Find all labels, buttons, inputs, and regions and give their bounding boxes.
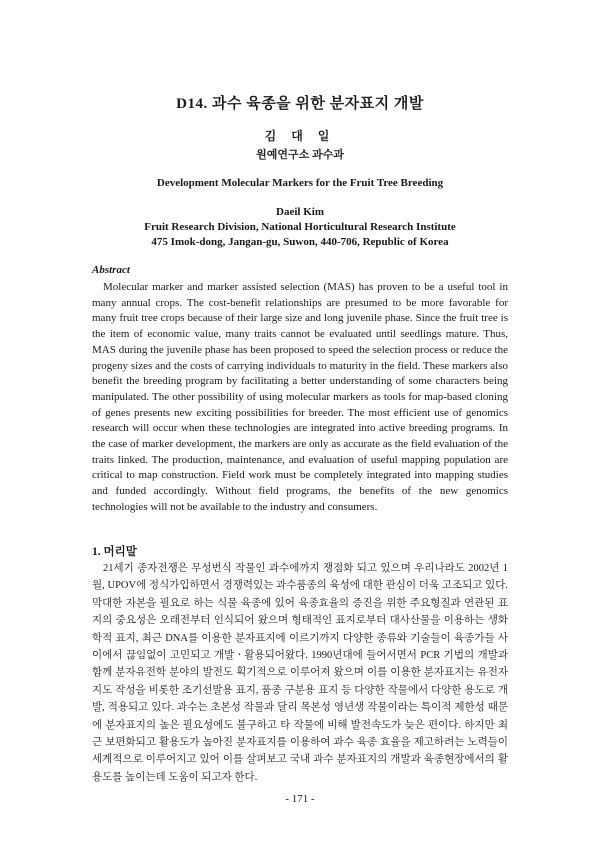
author-name-english: Daeil Kim — [276, 206, 324, 218]
affiliation-english-line1: Fruit Research Division, National Horticultural Research Institute — [144, 221, 456, 233]
author-name-korean: 김 대 일 — [264, 129, 336, 143]
paper-title-english: Development Molecular Markers for the Fruit Tree Breeding — [156, 177, 444, 189]
abstract-heading: Abstract — [92, 264, 130, 276]
affiliation-english-line2: 475 Imok-dong, Jangan-gu, Suwon, 440-706, Republic of Korea — [151, 236, 449, 248]
section-heading-introduction: 1. 머리말 — [92, 546, 137, 558]
page-number: - 171 - — [285, 793, 315, 805]
abstract-body: Molecular marker and marker assisted selection (MAS) has proven to be a useful tool in many annual crops. The cost-benefit relationships are presumed to be more favorable for many fruit tree crops because of their large size and long juvenile phase. Since the fruit tree is the item of economic value, many traits cannot be evaluated until seedlings mature. Thus, MAS during the juvenile phase has been proposed to speed the selection process or reduce the progeny sizes and the costs of carrying individuals to maturity in the field. These markers also benefit the breeding program by facilitating a better understanding of some characters being manipulated. The other possibility of using molecular markers as tools for map-based cloning of genes presents new exciting possibilities for breeder. The most efficient use of genomics research will occur when these technologies are integrated into active breeding programs. In the case of marker development, the markers are only as accurate as the field evaluation of the traits linked. The production, maintenance, and evaluation of useful mapping population are critical to map construction. Field work must be completely integrated into mapping studies and funded accordingly. Without field programs, the benefits of the new genomics technologies will not be available to the industry and consumers. — [92, 281, 508, 513]
section-body-introduction: 21세기 종자전쟁은 무성번식 작물인 과수에까지 쟁점화 되고 있으며 우리나라도 2002년 1월, UPOV에 정식가입하면서 경쟁력있는 과수품종의 육성에 대한 관심이 더욱 고조되고 있다. 막대한 자본을 필요로 하는 식물 육종에 있어 육종효율의 증진을 위한 주요형질과 연관된 표지의 중요성은 오래전부터 인식되어 왔으며 형태적인 표지로부터 대사산물을 이용하는 생화학적 표지, 최근 DNA를 이용한 분자표지에 이르기까지 다양한 종류와 기술들이 육종가들 사이에서 끊임없이 고민되고 개발ㆍ활용되어왔다. 1990년대에 들어서면서 PCR 기법의 개발과 함께 분자유전학 분야의 발전도 획기적으로 이루어져 왔으며 이를 이용한 분자표지는 유전자지도 작성을 비롯한 조기선발용 표지, 품종 구분용 표지 등 다양한 작물에서 다양한 용도로 개발, 적용되고 있다. 과수는 초본성 작물과 달리 목본성 영년생 작물이라는 특이적 제한성 때문에 분자표지의 높은 필요성에도 불구하고 타 작물에 비해 발전속도가 늦은 편이다. 하지만 최근 보편화되고 활용도가 높아진 분자표지를 이용하여 과수 육종 효율을 제고하려는 노력들이 세계적으로 이루어지고 있어 이를 살펴보고 국내 과수 분자표지의 개발과 육종현장에서의 활용도를 높이는데 도움이 되고자 한다. — [92, 563, 508, 783]
paper-title: D14. 과수 육종을 위한 분자표지 개발 — [176, 96, 424, 112]
affiliation-korean: 원예연구소 과수과 — [256, 149, 344, 161]
